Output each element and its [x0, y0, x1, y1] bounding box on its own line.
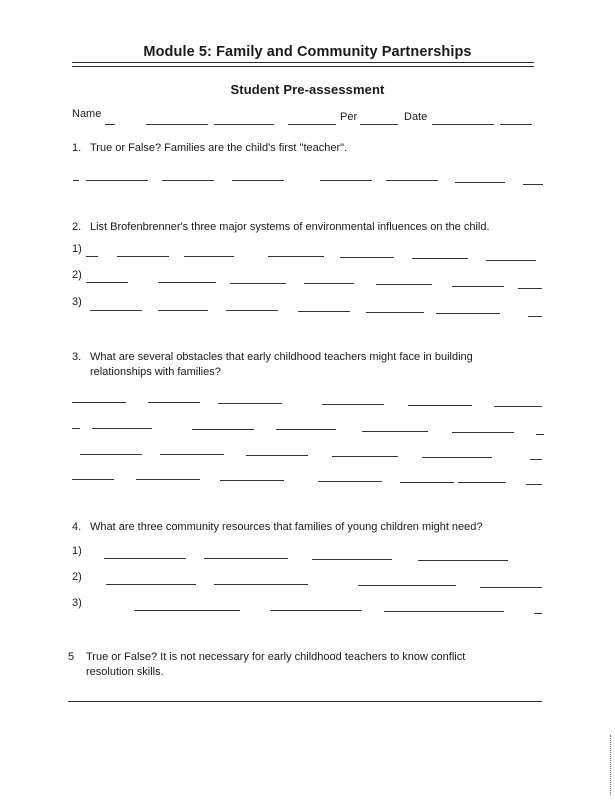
q2-item-3-line[interactable]: [226, 310, 278, 311]
question-4-number: 4.: [72, 521, 82, 533]
q2-item-3-line[interactable]: [158, 310, 208, 311]
q3-answer-line[interactable]: [160, 454, 224, 455]
per-label: Per: [340, 111, 358, 123]
q3-answer-line[interactable]: [452, 432, 514, 433]
name-label: Name: [72, 108, 102, 120]
q4-item-1-line[interactable]: [104, 558, 186, 559]
q3-answer-line[interactable]: [92, 428, 152, 429]
q3-answer-line[interactable]: [72, 402, 126, 403]
q4-item-2-marker: 2): [72, 571, 82, 583]
q4-item-3-marker: 3): [72, 597, 82, 609]
q3-answer-line[interactable]: [246, 455, 308, 456]
q4-item-3-line[interactable]: [384, 611, 504, 612]
q2-item-1-line[interactable]: [268, 256, 324, 257]
q3-answer-line[interactable]: [362, 431, 428, 432]
question-2-number: 2.: [72, 221, 82, 233]
title-rule: [72, 62, 534, 63]
question-3-text-line2: relationships with families?: [90, 366, 221, 378]
q2-item-3-line[interactable]: [366, 312, 424, 313]
q3-answer-line[interactable]: [318, 481, 382, 482]
q3-answer-line[interactable]: [218, 403, 282, 404]
question-4-text: What are three community resources that families of young children might need?: [90, 521, 483, 533]
q2-item-2-line[interactable]: [158, 282, 216, 283]
q4-item-3-line[interactable]: [534, 613, 542, 614]
date-label: Date: [404, 111, 428, 123]
q3-answer-line[interactable]: [220, 480, 284, 481]
q1-answer-line[interactable]: [386, 180, 438, 181]
q3-answer-line[interactable]: [408, 405, 472, 406]
q5-answer-line[interactable]: [68, 701, 542, 702]
question-2-text: List Brofenbrenner's three major systems of environmental influences on the child.: [90, 221, 490, 233]
q4-item-1-line[interactable]: [204, 558, 288, 559]
q1-answer-line[interactable]: [523, 184, 543, 185]
q2-item-1-line[interactable]: [184, 256, 234, 257]
name-line-3[interactable]: [214, 124, 274, 125]
question-5-text: True or False? It is not necessary for early childhood teachers to know conflict: [86, 651, 466, 663]
q2-item-1-line[interactable]: [340, 257, 394, 258]
q3-answer-line[interactable]: [148, 402, 200, 403]
scan-edge-artifact: [610, 735, 612, 795]
q4-item-3-line[interactable]: [270, 610, 362, 611]
q2-item-2-line[interactable]: [86, 282, 128, 283]
q4-item-2-line[interactable]: [358, 585, 456, 586]
question-5-text-line2: resolution skills.: [86, 666, 164, 678]
q4-item-1-marker: 1): [72, 545, 82, 557]
per-line-prefix[interactable]: [288, 124, 336, 125]
q2-item-3-line[interactable]: [436, 313, 500, 314]
q3-answer-line[interactable]: [422, 457, 492, 458]
subtitle: Student Pre-assessment: [230, 82, 385, 97]
q3-answer-line[interactable]: [192, 429, 254, 430]
question-3-text: What are several obstacles that early childhood teachers might face in building: [90, 351, 473, 363]
question-5-number: 5: [68, 651, 75, 663]
q2-item-1-line[interactable]: [412, 258, 468, 259]
q2-item-3-line[interactable]: [298, 311, 350, 312]
q2-item-2-line[interactable]: [518, 288, 542, 289]
q3-answer-line[interactable]: [494, 406, 542, 407]
question-1-number: 1.: [72, 142, 82, 154]
q4-item-3-line[interactable]: [134, 610, 240, 611]
q3-answer-line[interactable]: [80, 454, 142, 455]
q4-item-2-line[interactable]: [214, 584, 308, 585]
q3-answer-line[interactable]: [536, 434, 544, 435]
q2-item-2-line[interactable]: [452, 286, 504, 287]
per-line[interactable]: [360, 124, 398, 125]
q2-item-3-marker: 3): [72, 296, 82, 308]
q1-answer-line[interactable]: [320, 180, 372, 181]
date-line-2[interactable]: [500, 124, 532, 125]
q2-item-2-line[interactable]: [376, 284, 432, 285]
q1-answer-line[interactable]: [162, 180, 214, 181]
q3-answer-line[interactable]: [332, 456, 398, 457]
q4-item-1-line[interactable]: [312, 559, 392, 560]
name-line-2[interactable]: [146, 124, 208, 125]
name-line-1[interactable]: [105, 124, 115, 125]
title-rule-lower: [72, 66, 534, 67]
q2-item-2-marker: 2): [72, 269, 82, 281]
question-1-text: True or False? Families are the child's first "teacher".: [90, 142, 348, 154]
q3-answer-line[interactable]: [72, 479, 114, 480]
q2-item-1-marker: 1): [72, 243, 82, 255]
q2-item-1-line[interactable]: [86, 256, 98, 257]
q2-item-3-line[interactable]: [90, 310, 142, 311]
q2-item-3-line[interactable]: [528, 316, 542, 317]
q3-answer-line[interactable]: [276, 429, 336, 430]
question-3-number: 3.: [72, 351, 82, 363]
page-title: Module 5: Family and Community Partnerships: [143, 44, 472, 60]
q1-answer-line[interactable]: [86, 180, 148, 181]
q4-item-2-line[interactable]: [480, 587, 542, 588]
q4-item-2-line[interactable]: [106, 584, 196, 585]
date-line-1[interactable]: [432, 124, 494, 125]
q2-item-2-line[interactable]: [304, 283, 354, 284]
q1-answer-line[interactable]: [455, 182, 505, 183]
q2-item-1-line[interactable]: [117, 256, 169, 257]
q3-answer-line[interactable]: [530, 459, 542, 460]
q3-answer-line[interactable]: [72, 428, 80, 429]
q4-item-1-line[interactable]: [418, 560, 508, 561]
q3-answer-line[interactable]: [136, 479, 200, 480]
q3-answer-line[interactable]: [400, 482, 454, 483]
q3-answer-line[interactable]: [526, 484, 542, 485]
q3-answer-line[interactable]: [458, 482, 506, 483]
q2-item-1-line[interactable]: [486, 260, 536, 261]
q2-item-2-line[interactable]: [230, 283, 286, 284]
q1-answer-line[interactable]: [232, 180, 284, 181]
q3-answer-line[interactable]: [322, 404, 384, 405]
q1-answer-line[interactable]: [73, 180, 79, 181]
